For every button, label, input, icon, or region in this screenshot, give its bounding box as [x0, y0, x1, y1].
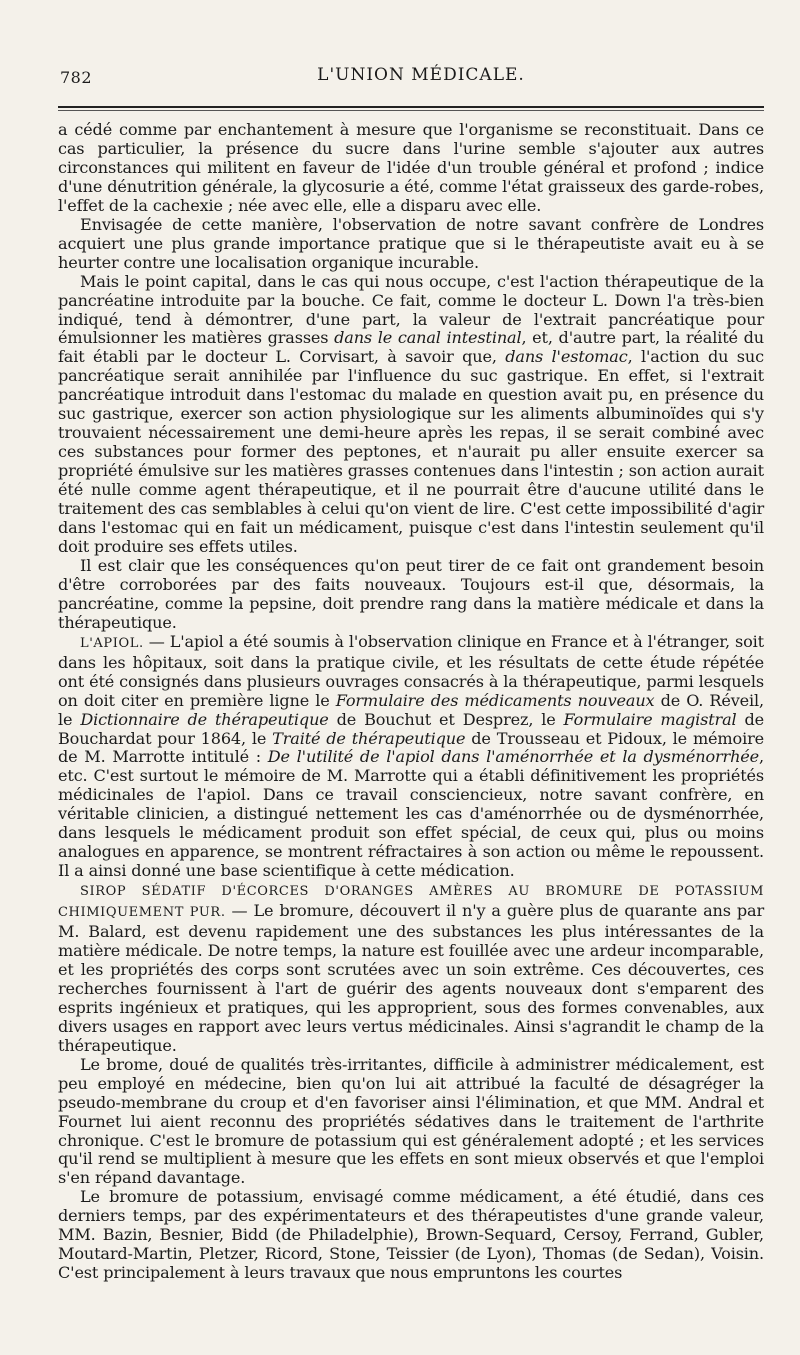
italic-phrase: dans le canal intestinal — [334, 328, 522, 348]
article-body — [58, 121, 764, 1283]
paragraph: Envisagée de cette manière, l'observation de notre savant confrère de Londres acquiert une plus grande importance pratique que si le thérapeutiste avait eu à se heurter contre une localisation organique incurable. — [58, 214, 764, 272]
book-title: De l'utilité de l'apiol dans l'aménorrhée et la dysménorrhée — [267, 747, 760, 767]
paragraph: Mais le point capital, dans le cas qui nous occupe, c'est l'action thérapeutique de la pancréatine introduite par la bouche. Ce fait, comme le docteur L. Down l'a très-bien indiqué, tend à démontrer, d'une part, la valeur de l'extrait pancréatique pour émulsionner les matières grasses dans le canal intestinal, et, d'autre part, la réalité du fait établi par le docteur L. Corvisart, à savoir que, dans l'estomac, l'action du suc pancréatique serait annihilée par l'influence du suc gastrique. En effet, si l'extrait pancréatique introduit dans l'estomac du malade en question avait pu, en présence du suc gastrique, exercer son action physiologique sur les aliments albuminoïdes qui s'y trouvaient nécessairement une demi-heure après les repas, il se serait combiné avec ces substances pour former des peptones, et n'aurait pu aller ensuite exercer sa propriété émulsive sur les matières grasses contenues dans l'intestin ; son action aurait été nulle comme agent thérapeutique, et il ne pourrait être d'aucune utilité dans le traitement des cas semblables à celui qu'on vient de lire. C'est cette impossibilité d'agir dans l'estomac qui en fait un médicament, puisque c'est dans l'intestin seulement qu'il doit produire ses effets utiles. — [58, 271, 764, 556]
section-lead: SIROP SÉDATIF D'ÉCORCES D'ORANGES AMÈRES AU BROMURE DE POTASSIUM CHIMIQUEMENT PUR. — [58, 884, 764, 921]
paragraph: Le bromure de potassium, envisagé comme médicament, a été étudié, dans ces derniers temps, par des expérimentateurs et des thérapeutistes d'une grande valeur, MM. Bazin, Besnier, Bidd (de Philadelphie), Brown-Sequard, Cersoy, Ferrand, Gubler, Moutard-Martin, Pletzer, Ricord, Stone, Teissier (de Lyon), Thomas (de Sedan), Voisin. C'est principalement à leurs travaux que nous empruntons les courtes — [58, 1187, 764, 1283]
paragraph: a cédé comme par enchantement à mesure que l'organisme se reconstituait. Dans ce cas particulier, la présence du sucre dans l'urine semble s'ajouter aux autres circonstances qui militent en faveur de l'idée d'un trouble général et profond ; indice d'une dénutrition générale, la glycosurie a été, comme l'état graisseux des garde-robes, l'effet de la cachexie ; née avec elle, elle a disparu avec elle. — [58, 120, 764, 215]
book-title: Formulaire des médicaments nouveaux — [335, 690, 655, 710]
section-lead: L'APIOL. — [80, 635, 144, 651]
page-header — [58, 62, 764, 92]
page-number: 782 — [60, 68, 93, 87]
header-rule — [58, 106, 764, 111]
paragraph: SIROP SÉDATIF D'ÉCORCES D'ORANGES AMÈRES AU BROMURE DE POTASSIUM CHIMIQUEMENT PUR. — Le bromure, découvert il n'y a guère plus de quarante ans par M. Balard, est devenu rapidement une des substances les plus intéressantes de la matière médicale. De notre temps, la nature est fouillée avec une ardeur incomparable, et les propriétés des corps sont scrutées avec un soin extrême. Ces découvertes, ces recherches fournissent à l'art de guérir des agents nouveaux dont s'emparent des esprits ingénieux et pratiques, qui les approprient, sous des formes convenables, aux divers usages en rapport avec leurs vertus médicinales. Ainsi s'agrandit le champ de la thérapeutique. — [58, 884, 764, 1055]
paragraph: L'APIOL. — L'apiol a été soumis à l'observation clinique en France et à l'étranger, soit dans les hôpitaux, soit dans la pratique civile, et les résultats de cette étude répétée ont été consignés dans plusieurs ouvrages consacrés à la thérapeutique, parmi lesquels on doit citer en première ligne le Formulaire des médicaments nouveaux de O. Réveil, le Dictionnaire de thérapeutique de Bouchut et Desprez, le Formulaire magistral de Bouchardat pour 1864, le Traité de thérapeutique de Trousseau et Pidoux, le mémoire de M. Marrotte intitulé : De l'utilité de l'apiol dans l'aménorrhée et la dysménorrhée, etc. C'est surtout le mémoire de M. Marrotte qui a établi définitivement les propriétés médicinales de l'apiol. Dans ce travail consciencieux, notre savant confrère, en véritable clinicien, a distingué nettement les cas d'aménorrhée ou de dysménorrhée, dans lesquels le médicament produit son effet spécial, de ceux qui, plus ou moins analogues en apparence, se montrent réfractaires à son action ou même le repoussent. Il a ainsi donné une base scientifique à cette médication. — [58, 631, 764, 881]
running-title: L'UNION MÉDICALE. — [317, 65, 525, 85]
book-title: Formulaire magistral — [563, 709, 737, 729]
book-title: Dictionnaire de thérapeutique — [80, 709, 329, 729]
paragraph: Le brome, doué de qualités très-irritantes, difficile à administrer médicalement, est peu employé en médecine, bien qu'on lui ait attribué la faculté de désagréger la pseudo-membrane du croup et d'en favoriser ainsi l'élimination, et que MM. Andral et Fournet lui aient reconnu des propriétés sédatives dans le traitement de l'arthrite chronique. C'est le bromure de potassium qui est généralement adopté ; et les services qu'il rend se multiplient à mesure que les effets en sont mieux observés et que l'emploi s'en répand davantage. — [58, 1054, 764, 1188]
book-title: Traité de thérapeutique — [272, 728, 466, 748]
paragraph: Il est clair que les conséquences qu'on peut tirer de ce fait ont grandement besoin d'être corroborées par des faits nouveaux. Toujours est-il que, désormais, la pancréatine, comme la pepsine, doit prendre rang dans la matière médicale et dans la thérapeutique. — [58, 555, 764, 632]
italic-phrase: dans l'estomac — [505, 347, 628, 367]
